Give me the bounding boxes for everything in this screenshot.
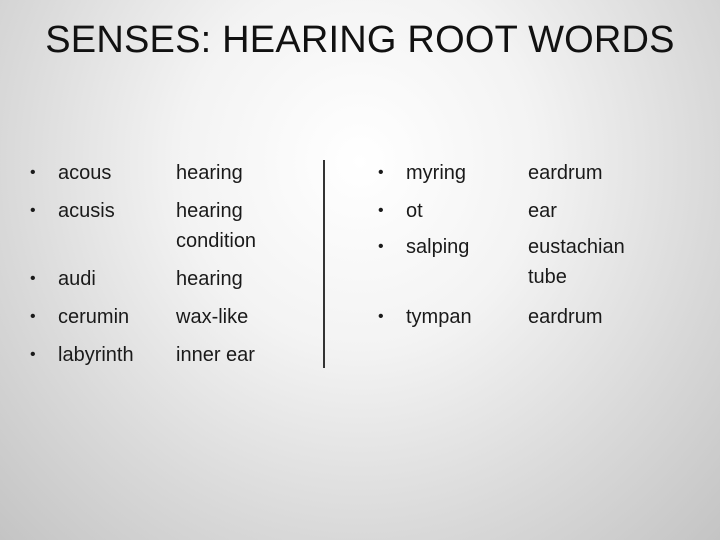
- slide-title: SENSES: HEARING ROOT WORDS: [45, 19, 675, 61]
- root-word: salping: [406, 236, 470, 258]
- root-meaning: eardrum: [528, 162, 603, 184]
- bullet-icon: •: [30, 164, 36, 181]
- bullet-icon: •: [378, 164, 384, 181]
- root-meaning: hearing condition: [176, 200, 257, 252]
- bullet-icon: •: [30, 308, 36, 325]
- root-word: cerumin: [58, 306, 130, 328]
- root-word: ot: [406, 200, 423, 222]
- root-word: acusis: [58, 200, 115, 222]
- root-word: myring: [406, 162, 467, 184]
- root-word: labyrinth: [58, 344, 134, 366]
- bullet-icon: •: [30, 346, 36, 363]
- bullet-icon: •: [378, 308, 384, 325]
- root-meaning: hearing: [176, 162, 243, 184]
- root-word: tympan: [406, 306, 472, 328]
- root-meaning: wax-like: [176, 306, 249, 328]
- bullet-icon: •: [378, 238, 384, 255]
- root-meaning: eustachian tube: [528, 236, 625, 288]
- bullet-icon: •: [30, 270, 36, 287]
- bullet-icon: •: [30, 202, 36, 219]
- bullet-icon: •: [378, 202, 384, 219]
- root-word: acous: [58, 162, 112, 184]
- root-word: audi: [58, 268, 96, 290]
- root-meaning: hearing: [176, 268, 243, 290]
- root-meaning: inner ear: [176, 344, 255, 366]
- column-divider: [323, 160, 325, 368]
- root-meaning: ear: [528, 200, 557, 222]
- root-meaning: eardrum: [528, 306, 603, 328]
